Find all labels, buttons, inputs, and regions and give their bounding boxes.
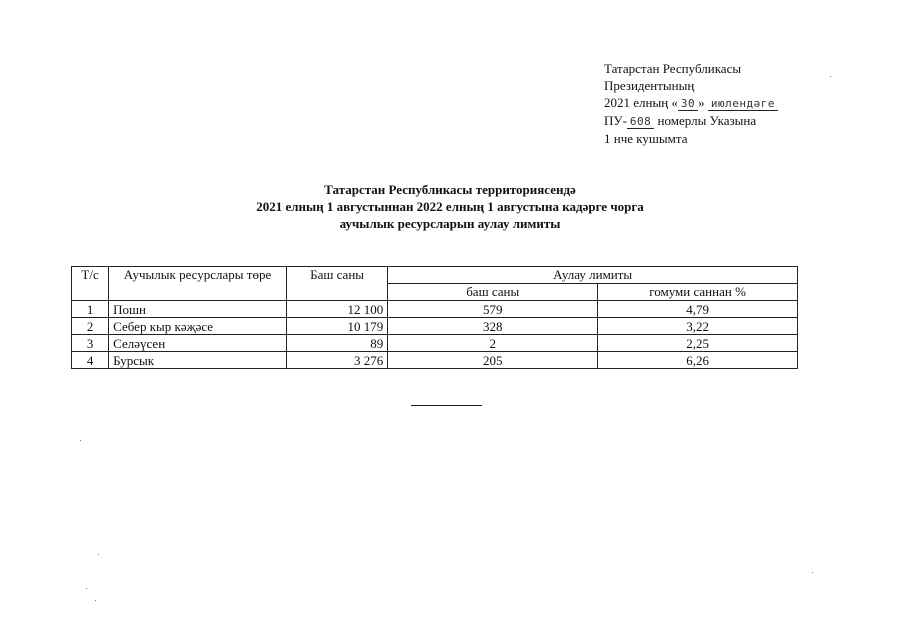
date-prefix: 2021 елның « (604, 95, 678, 110)
cell-percent: 4,79 (598, 301, 798, 318)
title-line-1: Татарстан Республикасы территориясендә (324, 182, 576, 197)
cell-name: Пошн (109, 301, 287, 318)
cell-count: 12 100 (286, 301, 387, 318)
decree-prefix: ПУ- (604, 113, 627, 128)
decree-suffix: номерлы Указына (657, 113, 757, 128)
cell-num: 3 (72, 335, 109, 352)
cell-name: Бурсык (109, 352, 287, 369)
scan-speck (95, 600, 96, 601)
scan-speck (98, 554, 99, 555)
cell-percent: 3,22 (598, 318, 798, 335)
hunting-limits-table (71, 266, 798, 369)
cell-num: 4 (72, 352, 109, 369)
header-line-2: Президентының (604, 78, 695, 93)
cell-name: Селәүсен (109, 335, 287, 352)
handwritten-month: июлендәге (708, 97, 778, 111)
cell-count: 89 (286, 335, 387, 352)
date-mid: » (698, 95, 705, 110)
scan-speck (80, 440, 81, 441)
header-line-3 (604, 94, 778, 112)
table-row (72, 352, 798, 369)
header-line-1: Татарстан Республикасы (604, 61, 742, 76)
end-separator-line (411, 405, 482, 406)
cell-percent: 2,25 (598, 335, 798, 352)
subheader-heads: баш саны (388, 284, 598, 301)
cell-limit: 328 (388, 318, 598, 335)
annex-header (604, 60, 778, 147)
header-head-count: Баш саны (286, 267, 387, 301)
table-row (72, 301, 798, 318)
subheader-percent: гомуми саннан % (598, 284, 798, 301)
cell-limit: 2 (388, 335, 598, 352)
cell-count: 3 276 (286, 352, 387, 369)
header-line-5: 1 нче кушымта (604, 131, 688, 146)
title-line-3: аучылык ресурсларын аулау лимиты (339, 216, 561, 231)
table-row (72, 335, 798, 352)
table-header-row (72, 267, 798, 284)
cell-num: 2 (72, 318, 109, 335)
cell-name: Себер кыр кәҗәсе (109, 318, 287, 335)
title-line-2: 2021 елның 1 августыннан 2022 елның 1 августына кадәрге чорга (256, 199, 644, 214)
header-num: Т/с (72, 267, 109, 301)
scan-speck (86, 588, 87, 589)
table-row (72, 318, 798, 335)
header-resource-type: Аучылык ресурслары төре (109, 267, 287, 301)
scan-speck (812, 572, 813, 573)
cell-count: 10 179 (286, 318, 387, 335)
cell-num: 1 (72, 301, 109, 318)
cell-limit: 205 (388, 352, 598, 369)
document-title (150, 181, 750, 232)
header-line-4 (604, 112, 778, 130)
scan-speck (830, 76, 831, 77)
cell-percent: 6,26 (598, 352, 798, 369)
header-limit: Аулау лимиты (388, 267, 798, 284)
handwritten-day: 30 (678, 97, 698, 111)
cell-limit: 579 (388, 301, 598, 318)
handwritten-decree-number: 608 (627, 115, 654, 129)
